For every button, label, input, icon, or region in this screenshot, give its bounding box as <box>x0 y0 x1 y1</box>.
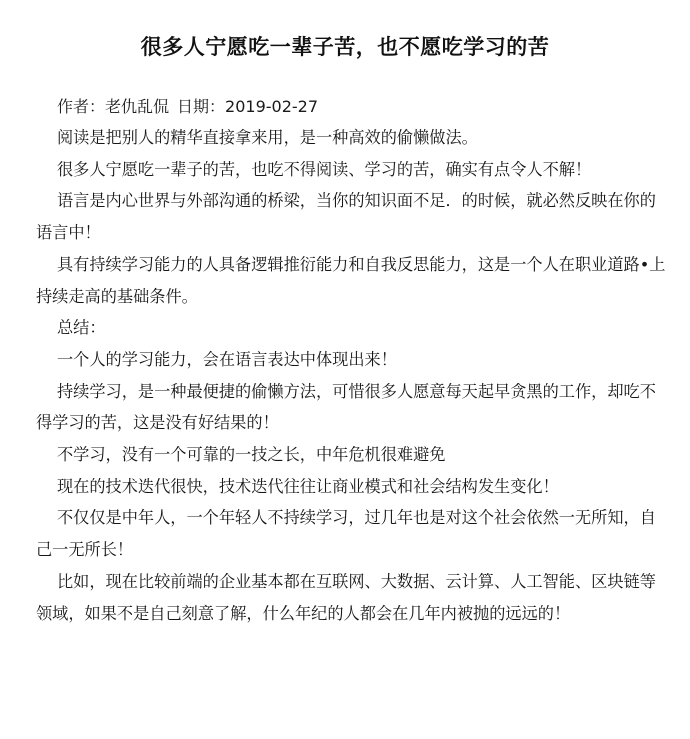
author-label: 作者： <box>57 97 106 116</box>
publish-date: 2019-02-27 <box>225 97 319 116</box>
paragraph: 不仅仅是中年人，一个年轻人不持续学习，过几年也是对这个社会依然一无所知，自己一无所长！ <box>36 508 656 560</box>
paragraph: 现在的技术迭代很快，技术迭代往往让商业模式和社会结构发生变化！ <box>57 476 559 496</box>
date-label: 日期： <box>177 97 226 116</box>
summary-heading: 总结： <box>57 318 106 338</box>
article-body <box>36 122 666 629</box>
paragraph: 阅读是把别人的精华直接拿来用，是一种高效的偷懒做法。 <box>57 128 478 147</box>
author-name: 老仇乱侃 <box>105 97 170 116</box>
paragraph: 语言是内心世界与外部沟通的桥梁，当你的知识面不足．的时候，就必然反映在你的语言中！ <box>36 191 656 243</box>
paragraph: 比如，现在比较前端的企业基本都在互联网、大数据、云计算、人工智能、区块链等领域，如果不是自己刻意了解，什么年纪的人都会在几年内被抛的远远的！ <box>36 571 656 623</box>
paragraph: 具有持续学习能力的人具备逻辑推衍能力和自我反思能力，这是一个人在职业道路•上持续走高的基础条件。 <box>36 254 666 306</box>
article-title: 很多人宁愿吃一辈子苦，也不愿吃学习的苦 <box>140 35 550 59</box>
paragraph: 一个人的学习能力，会在语言表达中体现出来！ <box>57 349 397 369</box>
paragraph: 很多人宁愿吃一辈子的苦，也吃不得阅读、学习的苦，确实有点令人不解！ <box>57 159 592 179</box>
paragraph: 不学习，没有一个可靠的一技之长，中年危机很难避免 <box>57 445 446 465</box>
article-meta <box>57 94 318 117</box>
paragraph: 持续学习，是一种最便捷的偷懒方法，可惜很多人愿意每天起早贪黑的工作，却吃不得学习的苦，这是没有好结果的！ <box>36 381 656 433</box>
